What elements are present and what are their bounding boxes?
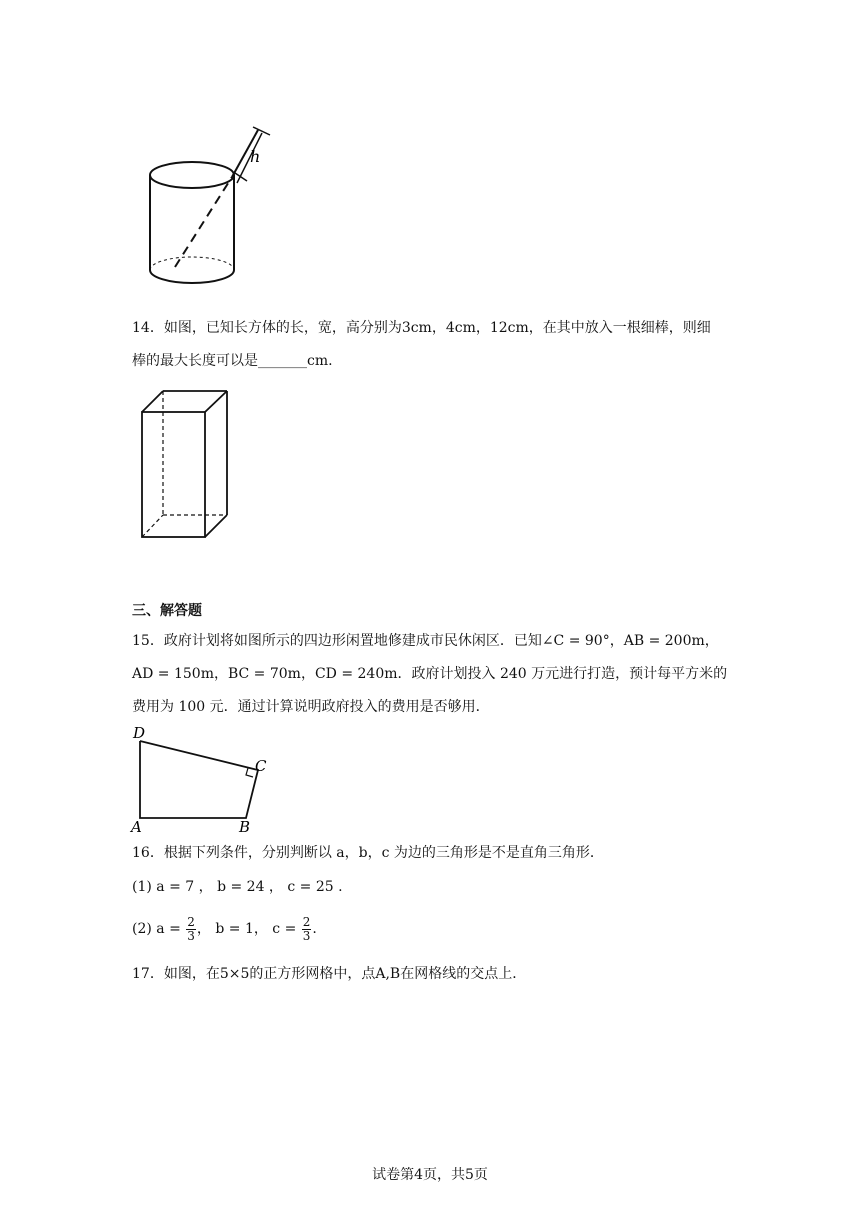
quadrilateral-figure (125, 722, 275, 837)
q14-line2-prefix: 棒的最大长度可以是 (132, 353, 258, 369)
q15-line2-suffix: ．政府计划投入 240 万元进行打造，预计每平方米的 (397, 666, 728, 682)
q15-line2 (132, 664, 727, 684)
section-title: 三、解答题 (132, 603, 202, 619)
fraction-a-denominator: 3 (187, 928, 195, 943)
cylinder-figure (130, 115, 290, 300)
q15-line1 (132, 631, 719, 651)
vertex-label-c: C (255, 757, 267, 775)
q15-line1-prefix: 15．政府计划将如图所示的四边形闲置地修建成市民休闲区．已知 (132, 633, 542, 649)
box-figure (135, 385, 245, 545)
cylinder-label-h: h (250, 147, 261, 166)
q14-answer-blank[interactable]: _______ (258, 353, 307, 369)
q17-text: 17．如图，在5×5的正方形网格中，点A,B在网格线的交点上． (132, 966, 527, 982)
q15-sep: ， (704, 633, 719, 649)
q15-bc: BC = 70m (227, 666, 301, 682)
q14-line1: 14．如图，已知长方体的长，宽，高分别为3cm，4cm，12cm，在其中放入一根细棒，则细 (132, 320, 711, 336)
q15-sep: ， (300, 666, 315, 682)
fraction-c-denominator: 3 (302, 928, 311, 943)
q15-angle-c: ∠C = 90° (541, 633, 610, 649)
q15-sep: ， (213, 666, 228, 682)
page-footer: 试卷第4页，共5页 (372, 1167, 488, 1183)
q16-part2-end: . (312, 921, 317, 937)
q15-ab: AB = 200m (623, 633, 705, 649)
q14-line2-suffix: cm. (307, 353, 333, 369)
fraction-c-numerator: 2 (302, 914, 311, 929)
q14-line2 (132, 351, 333, 371)
fraction-a (186, 916, 196, 943)
q16-part2-mid: ， b = 1， c = (196, 921, 297, 937)
q15-cd: CD = 240m (314, 666, 398, 682)
vertex-label-d: D (133, 724, 146, 742)
vertex-label-a: A (131, 818, 142, 836)
q15-line3: 费用为 100 元．通过计算说明政府投入的费用是否够用． (132, 699, 490, 715)
fraction-a-numerator: 2 (187, 914, 195, 929)
q16-part2 (132, 914, 317, 944)
vertex-label-b: B (239, 818, 251, 836)
q16-stem: 16．根据下列条件，分别判断以 a，b，c 为边的三角形是不是直角三角形． (132, 845, 604, 861)
fraction-c (302, 916, 312, 943)
q15-ad: AD = 150m (132, 666, 214, 682)
q15-sep: ， (609, 633, 624, 649)
q16-part2-prefix: (2) a = (132, 921, 181, 937)
q16-part1: (1) a = 7 ， b = 24 ， c = 25 . (132, 879, 343, 895)
